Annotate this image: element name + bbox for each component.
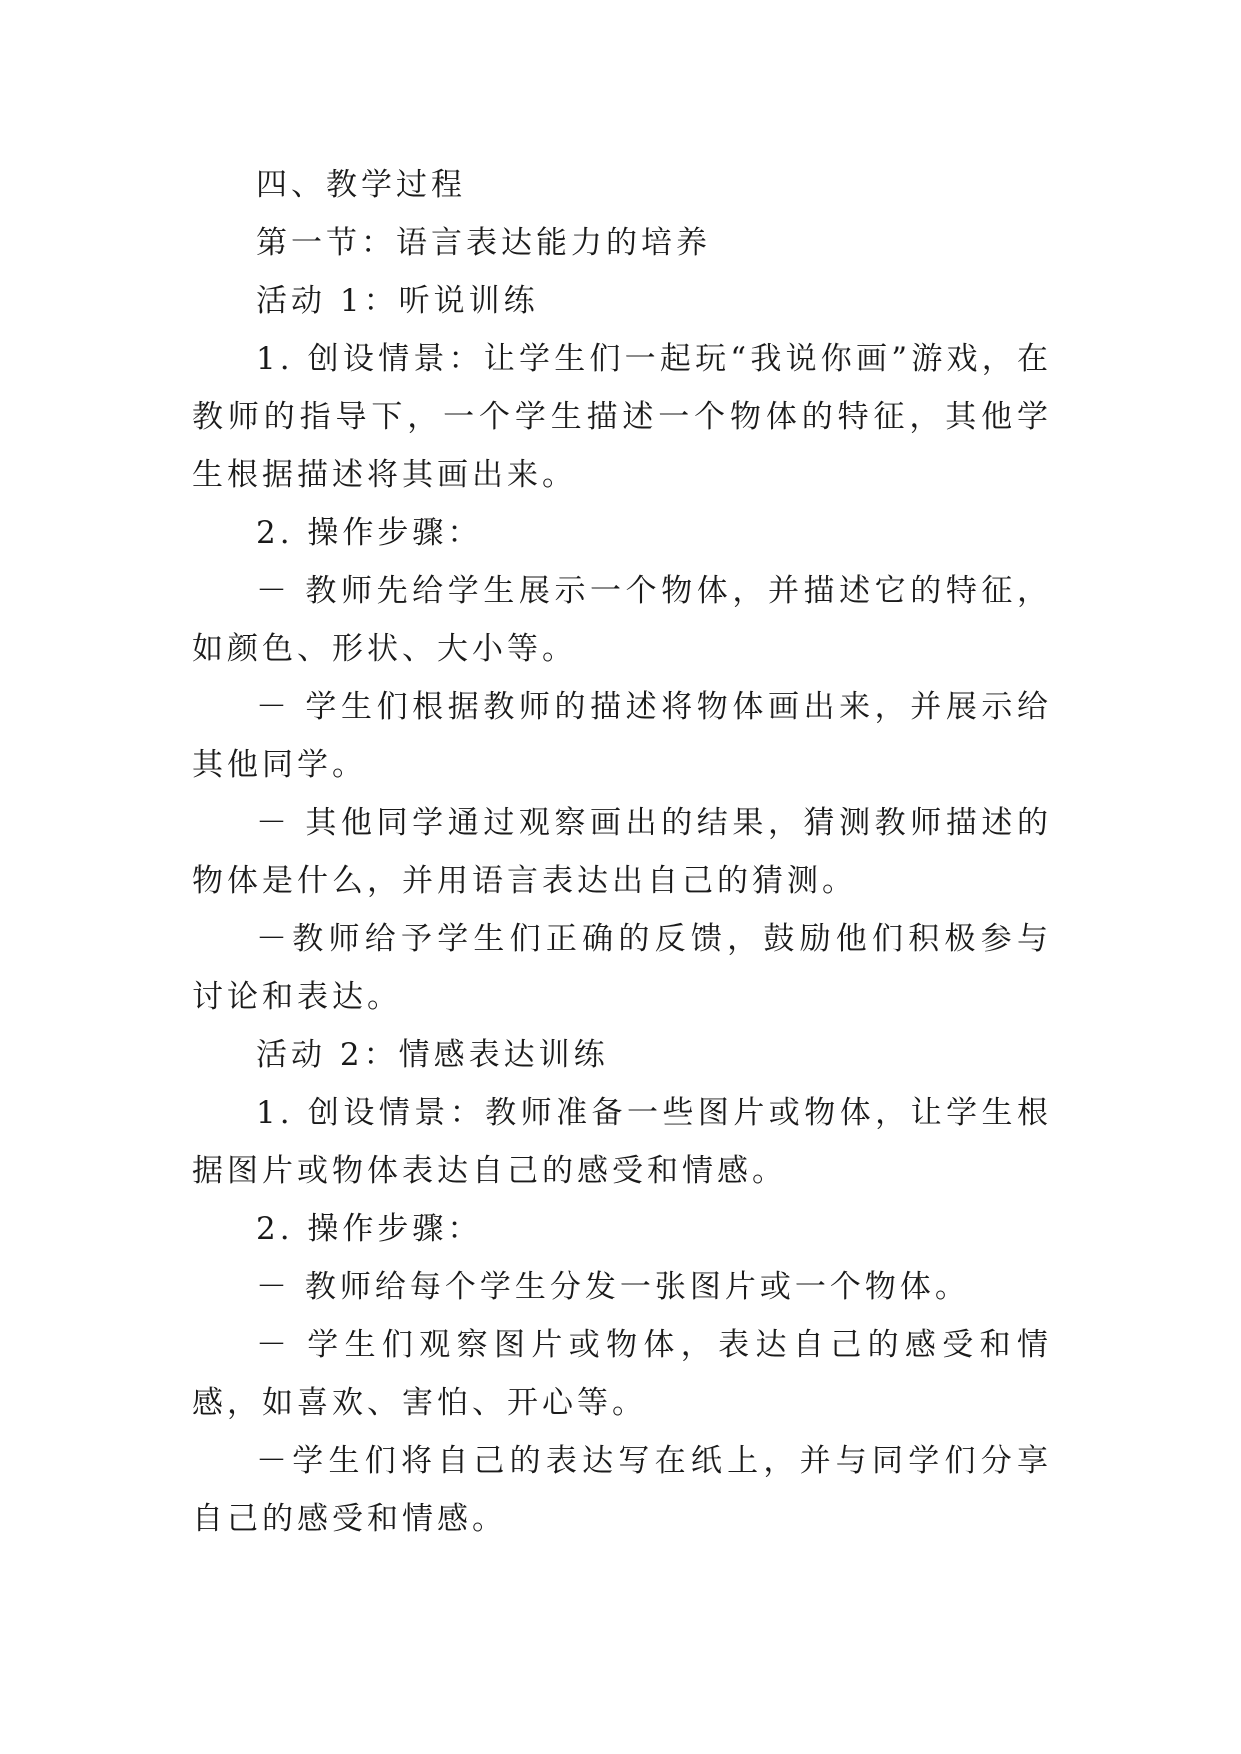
section-heading: 四、教学过程: [256, 167, 466, 203]
paragraph: 1. 创设情景：教师准备一些图片或物体，让学生根据图片或物体表达自己的感受和情感。: [192, 1095, 1052, 1189]
paragraph: 1. 创设情景：让学生们一起玩“我说你画”游戏，在教师的指导下，一个学生描述一个物体的特征，其他学生根据描述将其画出来。: [192, 341, 1052, 493]
list-item: － 其他同学通过观察画出的结果，猜测教师描述的物体是什么，并用语言表达出自己的猜测。: [192, 805, 1052, 899]
list-item: － 学生们观察图片或物体，表达自己的感受和情感，如喜欢、害怕、开心等。: [192, 1327, 1052, 1421]
subsection-heading: 第一节：语言表达能力的培养: [256, 225, 711, 261]
list-item: － 学生们根据教师的描述将物体画出来，并展示给其他同学。: [192, 689, 1052, 783]
list-item: － 教师给每个学生分发一张图片或一个物体。: [256, 1269, 970, 1305]
activity-heading: 活动 1：听说训练: [256, 283, 539, 319]
paragraph: 2. 操作步骤：: [256, 515, 483, 551]
list-item: －学生们将自己的表达写在纸上，并与同学们分享自己的感受和情感。: [192, 1443, 1052, 1537]
list-item: －教师给予学生们正确的反馈，鼓励他们积极参与讨论和表达。: [192, 921, 1052, 1015]
list-item: － 教师先给学生展示一个物体，并描述它的特征，如颜色、形状、大小等。: [192, 573, 1052, 667]
document-body: [192, 156, 1052, 1548]
paragraph: 2. 操作步骤：: [256, 1211, 483, 1247]
activity-heading: 活动 2：情感表达训练: [256, 1037, 609, 1073]
